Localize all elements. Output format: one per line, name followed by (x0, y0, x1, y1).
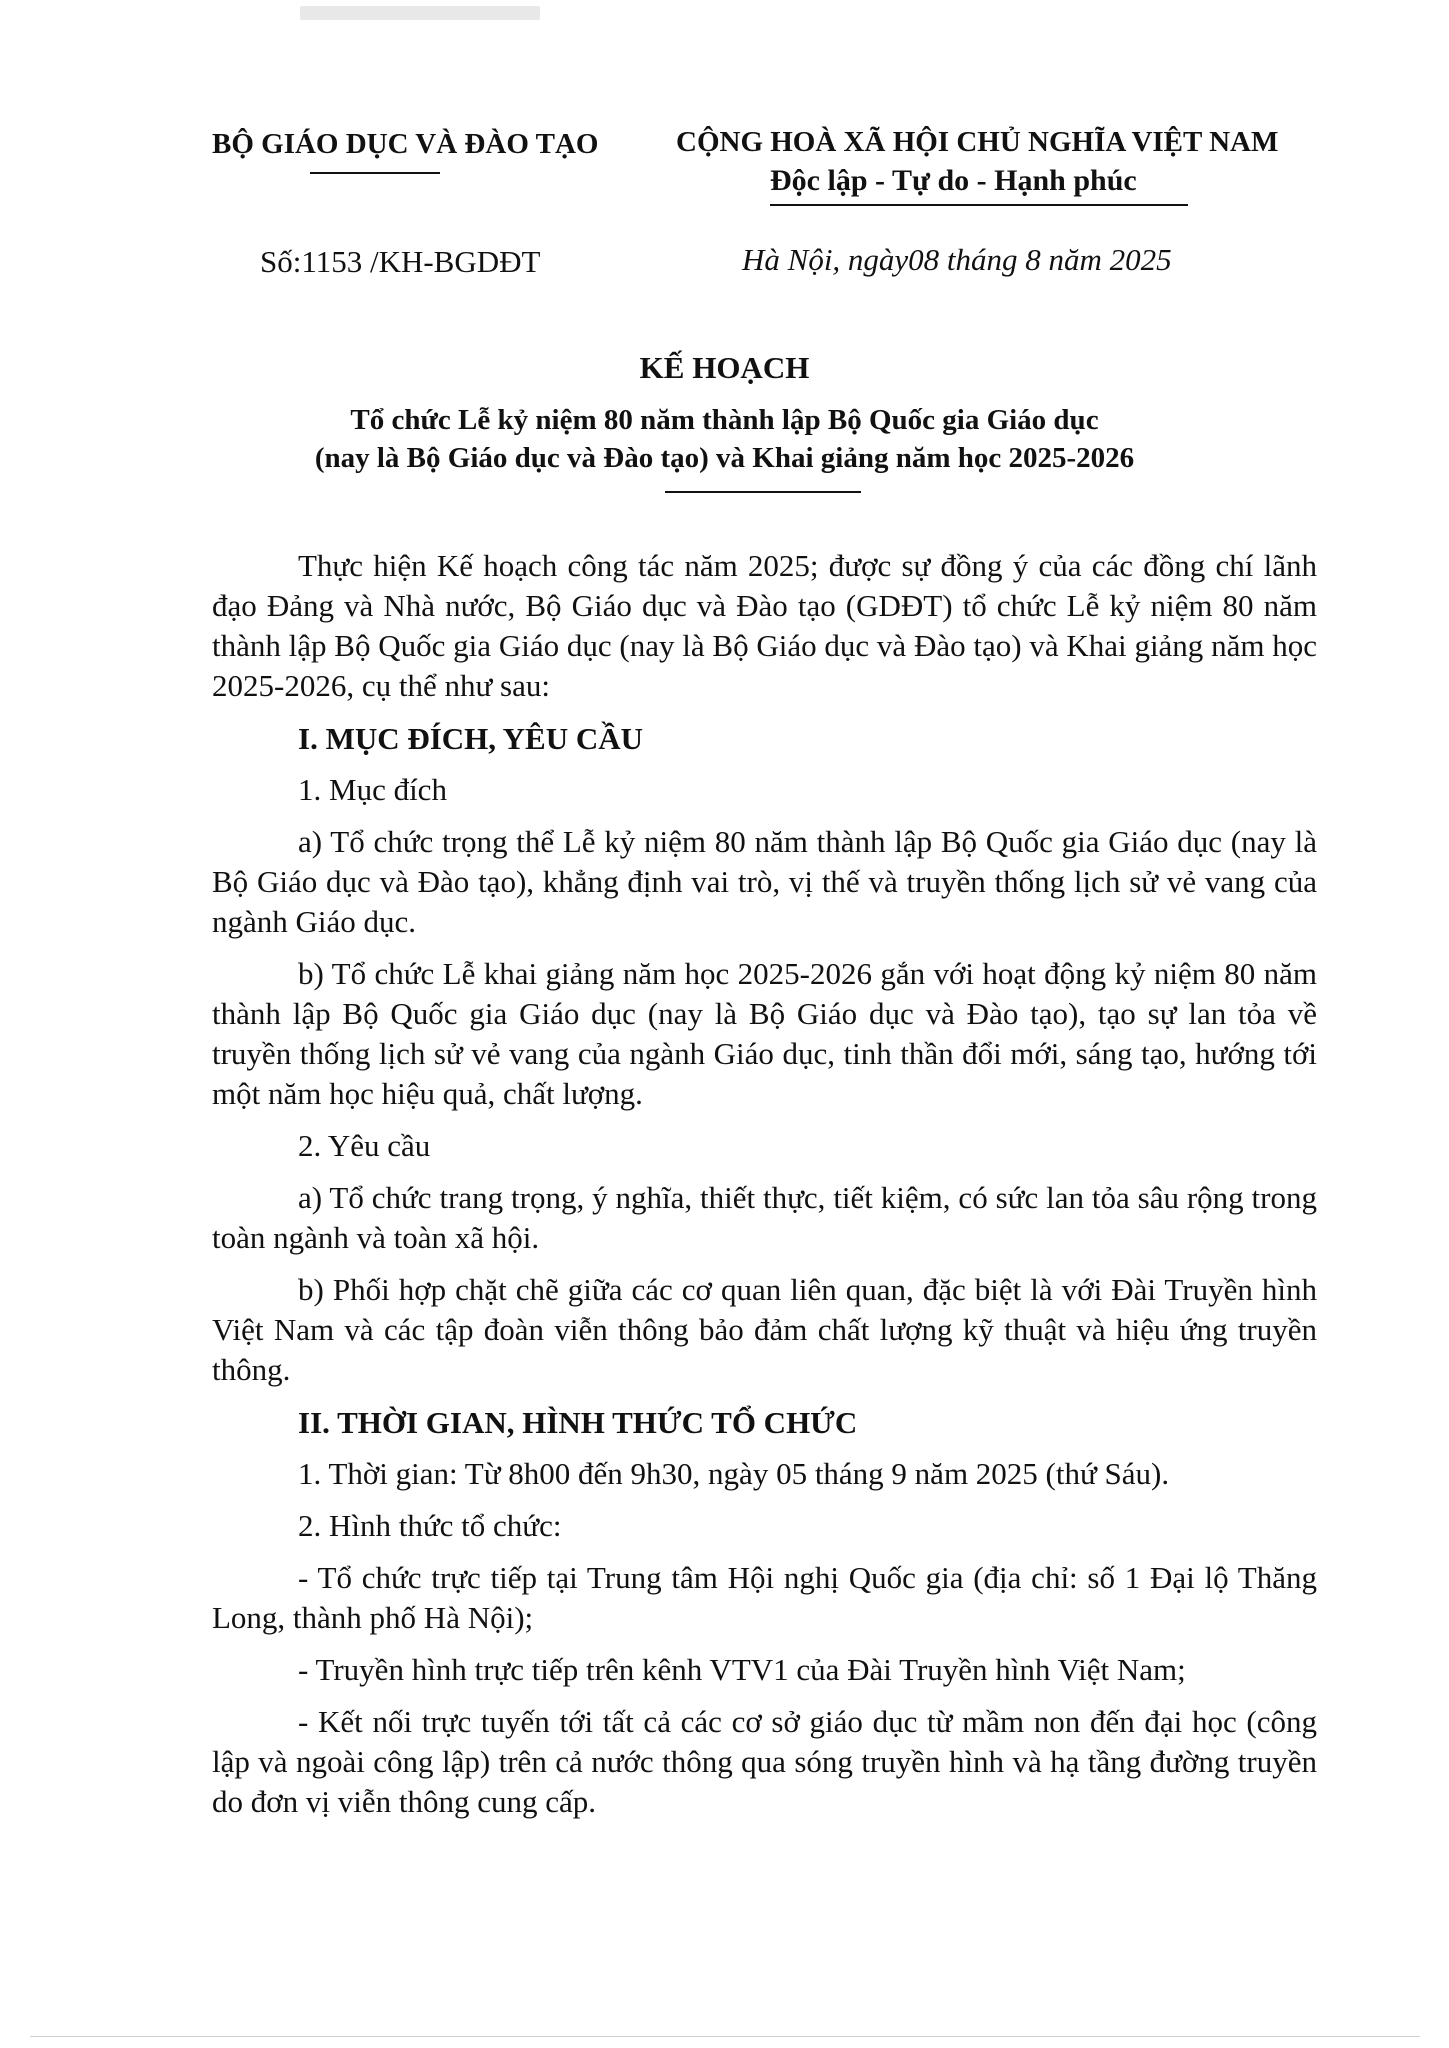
document-number: Số:1153 /KH-BGDĐT (260, 244, 541, 279)
purpose-item-a: a) Tổ chức trọng thể Lễ kỷ niệm 80 năm thành lập Bộ Quốc gia Giáo dục (nay là Bộ Giáo dục và Đào tạo), khẳng định vai trò, vị thế và truyền thống lịch sử vẻ vang của ngành Giáo dục. (212, 824, 1317, 939)
motto-underline (770, 204, 1188, 206)
section-2-heading: II. THỜI GIAN, HÌNH THỨC TỔ CHỨC (298, 1405, 858, 1440)
requirement-item-a: a) Tổ chức trang trọng, ý nghĩa, thiết thực, tiết kiệm, có sức lan tỏa sâu rộng trong toàn ngành và toàn xã hội. (212, 1180, 1317, 1255)
purpose-item-b: b) Tổ chức Lễ khai giảng năm học 2025-2026 gắn với hoạt động kỷ niệm 80 năm thành lập Bộ Quốc gia Giáo dục (nay là Bộ Giáo dục và Đào tạo), tạo sự lan tỏa về truyền thống lịch sử vẻ vang của ngành Giáo dục, tinh thần đổi mới, sáng tạo, hướng tới một năm học hiệu quả, chất lượng. (212, 956, 1317, 1111)
scan-artifact (300, 6, 540, 20)
time-item: 1. Thời gian: Từ 8h00 đến 9h30, ngày 05 tháng 9 năm 2025 (thứ Sáu). (298, 1456, 1170, 1491)
subsection-requirements: 2. Yêu cầu (298, 1128, 431, 1163)
requirement-item-b: b) Phối hợp chặt chẽ giữa các cơ quan liên quan, đặc biệt là với Đài Truyền hình Việt Nam và các tập đoàn viễn thông bảo đảm chất lượng kỹ thuật và hiệu ứng truyền thông. (212, 1272, 1317, 1387)
ministry-name: BỘ GIÁO DỤC VÀ ĐÀO TẠO (212, 128, 599, 160)
document-subject-line-2: (nay là Bộ Giáo dục và Đào tạo) và Khai giảng năm học 2025-2026 (314, 442, 1135, 474)
national-motto: Độc lập - Tự do - Hạnh phúc (770, 164, 1137, 197)
subsection-purpose: 1. Mục đích (298, 772, 447, 807)
document-type-title: KẾ HOẠCH (639, 350, 810, 385)
intro-paragraph: Thực hiện Kế hoạch công tác năm 2025; được sự đồng ý của các đồng chí lãnh đạo Đảng và Nhà nước, Bộ Giáo dục và Đào tạo (GDĐT) tổ chức Lễ kỷ niệm 80 năm thành lập Bộ Quốc gia Giáo dục (nay là Bộ Giáo dục và Đào tạo) và Khai giảng năm học 2025-2026, cụ thể như sau: (212, 548, 1317, 703)
form-bullet-2: - Truyền hình trực tiếp trên kênh VTV1 của Đài Truyền hình Việt Nam; (298, 1652, 1186, 1687)
form-item: 2. Hình thức tổ chức: (298, 1508, 562, 1543)
document-subject-line-1: Tổ chức Lễ kỷ niệm 80 năm thành lập Bộ Quốc gia Giáo dục (350, 404, 1099, 436)
form-bullet-3: - Kết nối trực tuyến tới tất cả các cơ sở giáo dục từ mầm non đến đại học (công lập và ngoài công lập) trên cả nước thông qua sóng truyền hình và hạ tầng đường truyền do đơn vị viễn thông cung cấp. (212, 1704, 1317, 1819)
section-1-heading: I. MỤC ĐÍCH, YÊU CẦU (298, 721, 644, 756)
republic-name: CỘNG HOÀ XÃ HỘI CHỦ NGHĨA VIỆT NAM (676, 126, 1279, 158)
form-bullet-1: - Tổ chức trực tiếp tại Trung tâm Hội nghị Quốc gia (địa chỉ: số 1 Đại lộ Thăng Long, thành phố Hà Nội); (212, 1560, 1317, 1635)
document-date: Hà Nội, ngày08 tháng 8 năm 2025 (742, 242, 1172, 277)
document-body (212, 546, 1317, 1834)
title-underline (665, 491, 861, 493)
scan-edge-line (30, 2036, 1420, 2037)
ministry-underline (310, 172, 440, 174)
